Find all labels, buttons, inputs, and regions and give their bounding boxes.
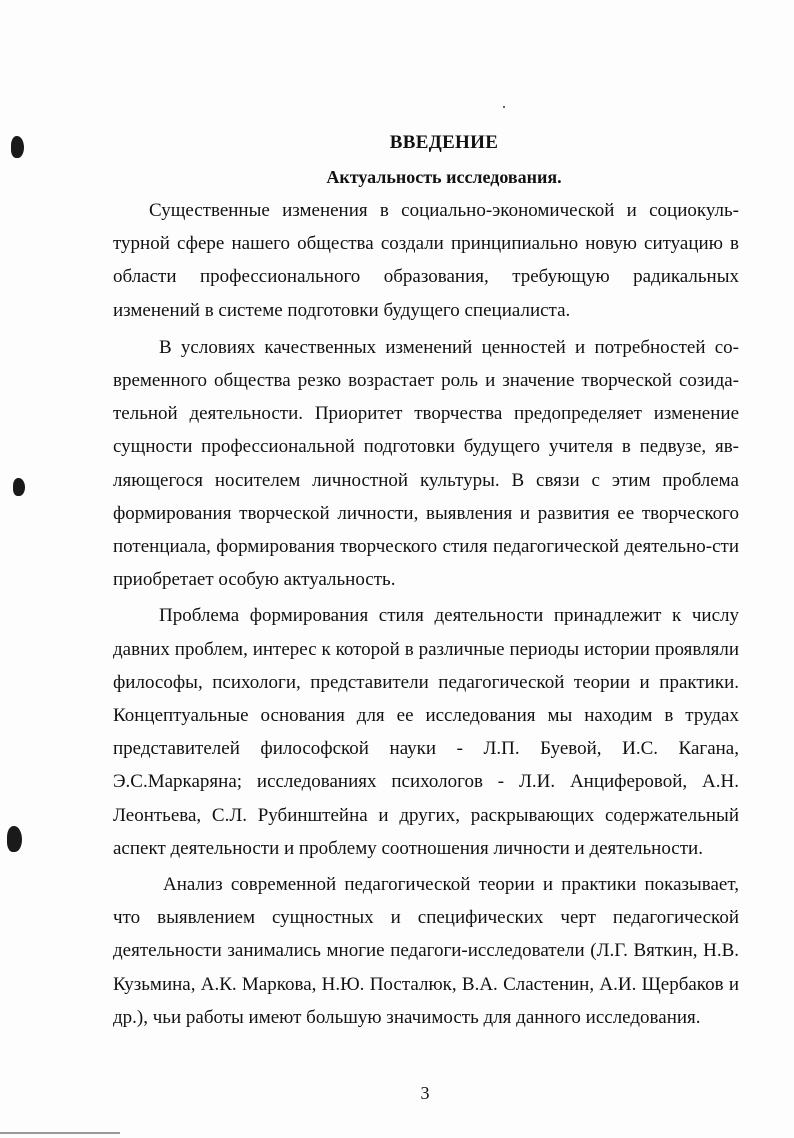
paragraph: В условиях качественных изменений ценностей и потребностей со-временного общества резко возрастает роль и значение творческой созида-тельной деятельности. Приоритет творчества предопределяет изменение сущности профессиональной подготовки будущего учителя в педвузе, яв-ляющегося носителем личностной культуры. В связи с этим проблема формирования творческой личности, выявления и развития ее творческого потенциала, формирования творческого стиля педагогической деятельно-сти приобретает особую актуальность. <box>113 336 739 591</box>
paragraph: Существенные изменения в социально-экономической и социокуль-турной сфере нашего общества создали принципиально новую ситуацию в области профессионального образования, требующую радикальных изменений в системе подготовки будущего специалиста. <box>113 200 739 321</box>
binder-hole-mark <box>13 478 25 496</box>
document-body <box>113 128 739 1034</box>
binder-hole-mark <box>11 136 24 158</box>
section-subtitle: Актуальность исследования. <box>326 167 562 187</box>
page-number: 3 <box>420 1083 430 1103</box>
page-title: ВВЕДЕНИЕ <box>389 132 499 153</box>
scan-edge-line <box>0 1132 120 1134</box>
paragraph: Проблема формирования стиля деятельности принадлежит к числу давних проблем, интерес к которой в различные периоды истории проявляли философы, психологи, представители педагогической теории и практики. Концептуальные основания для ее исследования мы находим в трудах представителей философской науки - Л.П. Буевой, И.С. Кагана, Э.С.Маркаряна; исследованиях психологов - Л.И. Анциферовой, А.Н. Леонтьева, С.Л. Рубинштейна и других, раскрывающих содержательный аспект деятельности и проблему соотношения личности и деятельности. <box>113 605 739 859</box>
binder-hole-mark <box>7 826 22 852</box>
scan-speck <box>503 106 505 108</box>
paragraph: Анализ современной педагогической теории и практики показывает, что выявлением сущностных и специфических черт педагогической деятельности занимались многие педагоги-исследователи (Л.Г. Вяткин, Н.В. Кузьмина, А.К. Маркова, Н.Ю. Посталюк, В.А. Сластенин, А.И. Щербаков и др.), чьи работы имеют большую значимость для данного исследования. <box>113 874 739 1028</box>
